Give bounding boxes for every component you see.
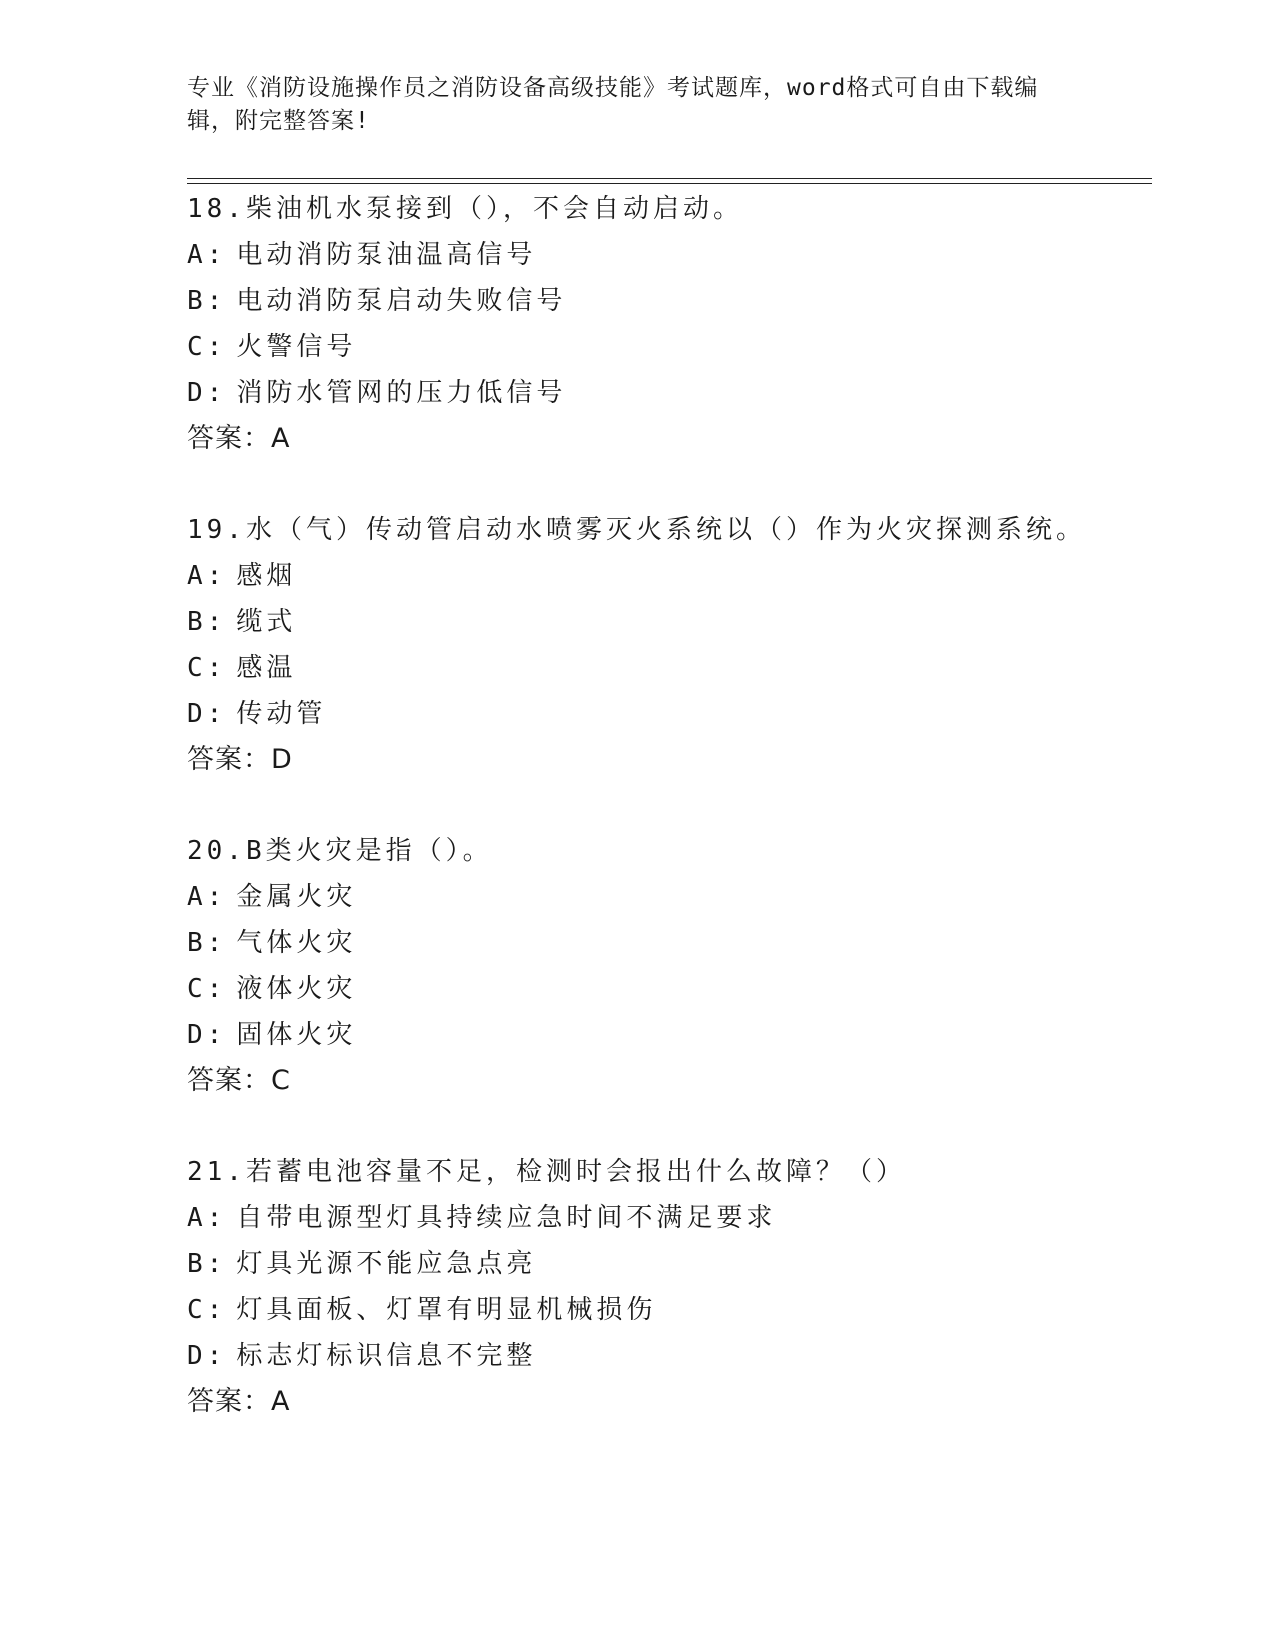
option-text: 金属火灾 (236, 882, 357, 912)
option-key: B: (187, 607, 227, 637)
option-key: C: (187, 332, 227, 362)
option-d (187, 1012, 1147, 1058)
answer-label: 答案：D (187, 744, 293, 775)
option-text: 气体火灾 (236, 928, 357, 958)
question-stem: 21.若蓄电池容量不足，检测时会报出什么故障？（） (187, 1157, 906, 1187)
option-text: 标志灯标识信息不完整 (236, 1341, 537, 1371)
option-text: 电动消防泵启动失败信号 (236, 286, 567, 316)
option-text: 感温 (236, 653, 297, 683)
answer-label: 答案：A (187, 423, 291, 454)
option-key: D: (187, 699, 227, 729)
option-d (187, 1333, 1147, 1379)
option-key: C: (187, 653, 227, 683)
option-key: A: (187, 561, 227, 591)
header-line-2: 辑，附完整答案! (187, 108, 370, 134)
answer-label: 答案：C (187, 1065, 291, 1096)
option-key: B: (187, 286, 227, 316)
option-c (187, 1287, 1147, 1333)
option-c (187, 324, 1147, 370)
header-line-1: 专业《消防设施操作员之消防设备高级技能》考试题库，word格式可自由下载编 (187, 75, 1039, 101)
question-stem: 18.柴油机水泵接到（），不会自动启动。 (187, 194, 743, 224)
question-stem: 20.B类火灾是指（）。 (187, 836, 493, 866)
option-text: 缆式 (236, 607, 297, 637)
option-b (187, 599, 1147, 645)
option-key: C: (187, 974, 227, 1004)
header-divider-bottom (187, 183, 1152, 184)
option-c (187, 966, 1147, 1012)
option-key: A: (187, 882, 227, 912)
option-b (187, 1241, 1147, 1287)
question-19 (187, 507, 1147, 783)
option-text: 电动消防泵油温高信号 (236, 240, 537, 270)
option-key: D: (187, 1020, 227, 1050)
option-a (187, 553, 1147, 599)
option-text: 消防水管网的压力低信号 (236, 378, 567, 408)
question-20 (187, 828, 1147, 1104)
option-b (187, 920, 1147, 966)
option-key: B: (187, 1249, 227, 1279)
option-c (187, 645, 1147, 691)
option-d (187, 691, 1147, 737)
question-18 (187, 186, 1147, 462)
option-key: A: (187, 1203, 227, 1233)
option-text: 感烟 (236, 561, 297, 591)
option-a (187, 874, 1147, 920)
option-text: 火警信号 (236, 332, 357, 362)
answer-label: 答案：A (187, 1386, 291, 1417)
option-text: 固体火灾 (236, 1020, 357, 1050)
option-key: D: (187, 378, 227, 408)
option-b (187, 278, 1147, 324)
option-a (187, 1195, 1147, 1241)
document-header (187, 72, 1087, 138)
option-key: D: (187, 1341, 227, 1371)
option-text: 灯具面板、灯罩有明显机械损伤 (236, 1295, 657, 1325)
header-divider-top (187, 178, 1152, 179)
option-text: 自带电源型灯具持续应急时间不满足要求 (236, 1203, 777, 1233)
question-21 (187, 1149, 1147, 1425)
option-d (187, 370, 1147, 416)
question-stem: 19.水（气）传动管启动水喷雾灭火系统以（）作为火灾探测系统。 (187, 515, 1086, 545)
option-key: C: (187, 1295, 227, 1325)
option-key: A: (187, 240, 227, 270)
option-a (187, 232, 1147, 278)
option-text: 灯具光源不能应急点亮 (236, 1249, 537, 1279)
option-text: 传动管 (236, 699, 327, 729)
option-key: B: (187, 928, 227, 958)
option-text: 液体火灾 (236, 974, 357, 1004)
